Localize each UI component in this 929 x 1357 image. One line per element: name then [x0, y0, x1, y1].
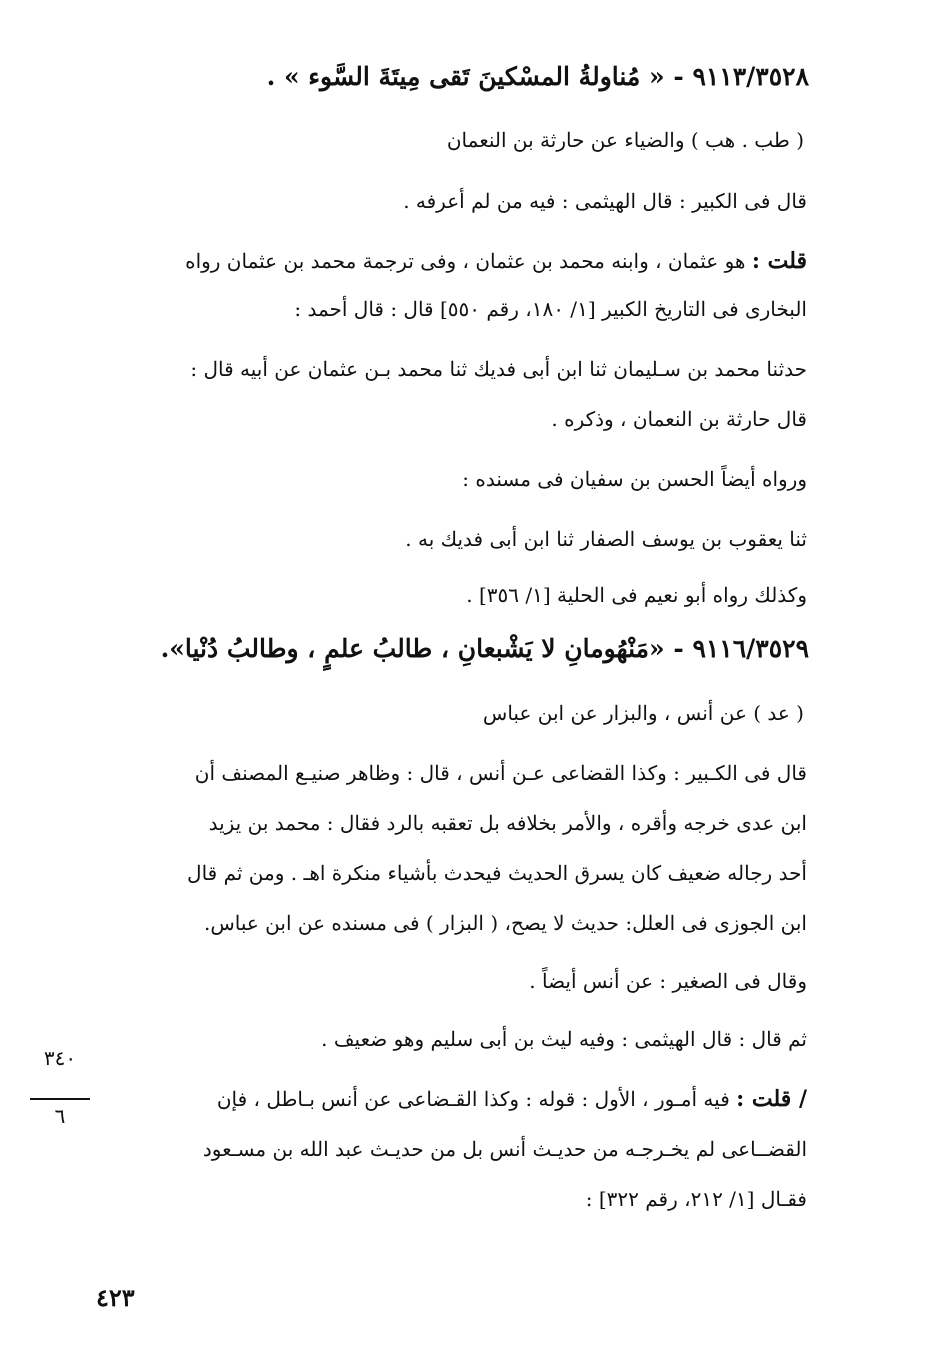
margin-note-top: ٣٤٠: [43, 1046, 77, 1070]
text-line: حدثنا محمد بن سـليمان ثنا ابن أبى فديك ثنا محمد بـن عثمان عن أبيه قال :: [190, 357, 807, 381]
text-line: البخارى فى التاريخ الكبير [١/ ١٨٠، رقم ٥٥٠] قال : قال أحمد :: [294, 297, 807, 321]
text-line: ابن عدى خرجه وأقره ، والأمر بخلافه بل تعقبه بالرد فقال : محمد بن يزيد: [208, 811, 807, 835]
text-line: ثم قال : قال الهيثمى : وفيه ليث بن أبى سليم وهو ضعيف .: [321, 1027, 807, 1051]
text-line: [217, 1084, 807, 1114]
text-line: وكذلك رواه أبو نعيم فى الحلية [١/ ٣٥٦] .: [466, 583, 807, 607]
text-line: ابن الجوزى فى العلل: حديث لا يصح، ( البزار ) فى مسنده عن ابن عباس.: [203, 911, 807, 935]
entry-heading-3529: ٩١١٦/٣٥٢٩ - «مَنْهُومانِ لا يَشْبعانِ ، طالبُ علمٍ ، وطالبُ دُنْيا».: [160, 634, 809, 663]
text-line: قال فى الكـبير : وكذا القضاعى عـن أنس ، قال : وظاهر صنيـع المصنف أن: [194, 761, 807, 785]
text-line: القضــاعى لم يخـرجـه من حديـث أنس بل من حديـث عبد الله بن مسـعود: [202, 1137, 807, 1161]
text-line: قال حارثة بن النعمان ، وذكره .: [551, 407, 807, 431]
text-line: وقال فى الصغير : عن أنس أيضاً .: [529, 969, 807, 993]
text-line: [185, 246, 807, 276]
text-line: قال فى الكبير : قال الهيثمى : فيه من لم أعرفه .: [403, 189, 807, 213]
text-line: أحد رجاله ضعيف كان يسرق الحديث فيحدث بأشياء منكرة اهـ . ومن ثم قال: [187, 861, 807, 885]
text-line-body: هو عثمان ، وابنه محمد بن عثمان ، وفى ترجمة محمد بن عثمان رواه: [185, 249, 752, 273]
entry-heading-3528: ٩١١٣/٣٥٢٨ - « مُناولةُ المسْكينَ تَقى مِيتَةَ السَّوء » .: [266, 62, 809, 91]
margin-note-bottom: ٦: [54, 1104, 66, 1128]
entry-source-3529: ( عد ) عن أنس ، والبزار عن ابن عباس: [482, 701, 804, 725]
page-number: ٤٢٣: [96, 1283, 135, 1312]
text-line: ثنا يعقوب بن يوسف الصفار ثنا ابن أبى فديك به .: [405, 527, 807, 551]
margin-note-divider: [30, 1098, 90, 1100]
text-line: ورواه أيضاً الحسن بن سفيان فى مسنده :: [462, 467, 807, 491]
keyword-qult: / قلت :: [736, 1086, 807, 1112]
text-line: فقـال [١/ ٢١٢، رقم ٣٢٢] :: [585, 1187, 807, 1211]
keyword-qult: قلت :: [751, 248, 807, 274]
entry-source-3528: ( طب . هب ) والضياء عن حارثة بن النعمان: [446, 128, 804, 152]
text-line-body: فيه أمـور ، الأول : قوله : وكذا القـضاعى عن أنس بـاطل ، فإن: [216, 1087, 737, 1111]
